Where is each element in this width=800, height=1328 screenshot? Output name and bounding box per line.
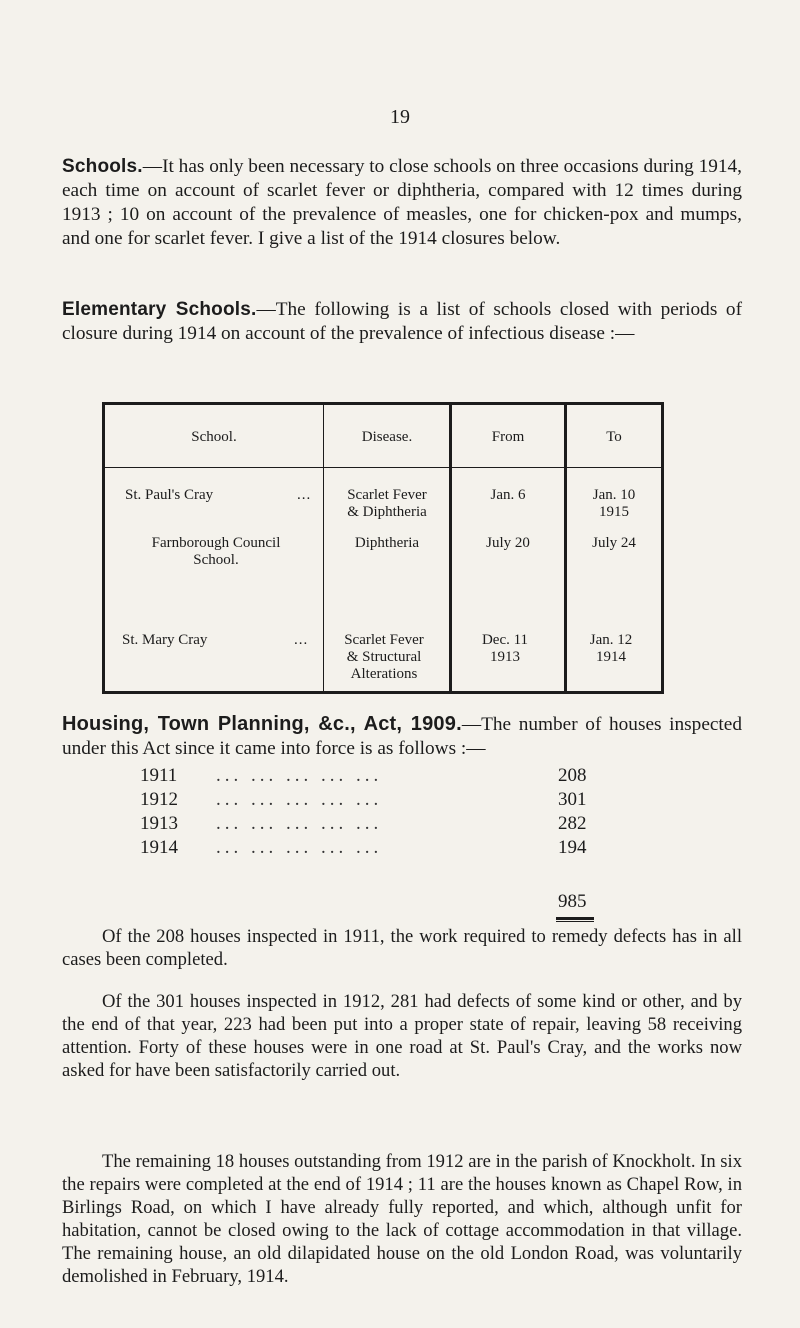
total-rule bbox=[556, 917, 594, 920]
elementary-schools-paragraph bbox=[62, 298, 742, 346]
table-row-3-from: Dec. 11 1913 bbox=[481, 632, 529, 665]
count-row-1914: 1914 ... ... ... ... ... 194 bbox=[140, 837, 587, 858]
elementary-schools-heading: Elementary Schools. bbox=[62, 299, 257, 320]
table-row-1-disease: Scarlet Fever & Diphtheria bbox=[347, 487, 427, 520]
count-row-1911: 1911 ... ... ... ... ... 208 bbox=[140, 765, 587, 786]
school-closures-table bbox=[102, 402, 664, 694]
housing-heading: Housing, Town Planning, &c., Act, 1909. bbox=[62, 713, 462, 735]
table-row-1-from: Jan. 6 bbox=[490, 487, 526, 503]
table-row-1-dots: ... bbox=[297, 487, 312, 503]
page-number: 19 bbox=[390, 106, 410, 128]
header-disease: Disease. bbox=[361, 429, 413, 445]
count-row-1912: 1912 ... ... ... ... ... 301 bbox=[140, 789, 587, 810]
table-row-2-school: Farnborough Council School. bbox=[151, 535, 281, 568]
total-rule bbox=[556, 921, 594, 922]
table-row-1-school: St. Paul's Cray bbox=[125, 487, 214, 503]
paragraph-1911-houses: Of the 208 houses inspected in 1911, the work required to remedy defects has in all cases been completed. bbox=[62, 926, 742, 970]
header-from: From bbox=[491, 429, 525, 445]
table-row-3-dots: ... bbox=[294, 632, 309, 648]
header-to: To bbox=[606, 429, 622, 445]
schools-heading: Schools. bbox=[62, 156, 143, 177]
table-row-1-to: Jan. 10 1915 bbox=[592, 487, 636, 520]
table-divider bbox=[323, 405, 324, 691]
houses-inspected-list bbox=[140, 764, 620, 912]
table-row-2-from: July 20 bbox=[486, 535, 530, 551]
table-header-rule bbox=[105, 467, 661, 468]
table-row-3-school: St. Mary Cray bbox=[122, 632, 208, 648]
header-school: School. bbox=[191, 429, 237, 445]
count-row-1913: 1913 ... ... ... ... ... 282 bbox=[140, 813, 587, 834]
table-row-2-to: July 24 bbox=[592, 535, 636, 551]
schools-text: —It has only been necessary to close schools on three occasions during 1914, each time on account of scarlet fever or diphtheria, compared with 12 times during 1913 ; 10 on account of the prevalence of measles, one for chicken-pox and mumps, and one for scarlet fever. I give a list of the 1914 closures below. bbox=[62, 156, 742, 249]
schools-paragraph bbox=[62, 155, 742, 251]
table-row-3-to: Jan. 12 1914 bbox=[589, 632, 633, 665]
elementary-schools-text: —The following is a list of schools closed with periods of closure during 1914 on account of the prevalence of infectious disease :— bbox=[62, 299, 742, 344]
table-row-3-disease: Scarlet Fever & Structural Alterations bbox=[344, 632, 424, 682]
count-total: 985 bbox=[558, 891, 587, 912]
housing-paragraph bbox=[62, 712, 742, 761]
paragraph-1912-houses: Of the 301 houses inspected in 1912, 281 had defects of some kind or other, and by the end of that year, 223 had been put into a proper state of repair, leaving 58 receiving attention. Forty of these houses were in one road at St. Paul's Cray, and the works now asked for have been satisfactorily carried out. bbox=[62, 991, 742, 1081]
housing-text: —The number of houses inspected under this Act since it came into force is as follows :— bbox=[62, 714, 742, 759]
paragraph-knockholt: The remaining 18 houses outstanding from 1912 are in the parish of Knockholt. In six the repairs were completed at the end of 1914 ; 11 are the houses known as Chapel Row, in Birlings Road, on which I have already fully reported, and which, although unfit for habitation, cannot be closed owing to the lack of cottage accommodation in that village. The remaining house, an old dilapidated house on the old London Road, was voluntarily demolished in February, 1914. bbox=[62, 1151, 742, 1287]
table-row-2-disease: Diphtheria bbox=[354, 535, 420, 551]
